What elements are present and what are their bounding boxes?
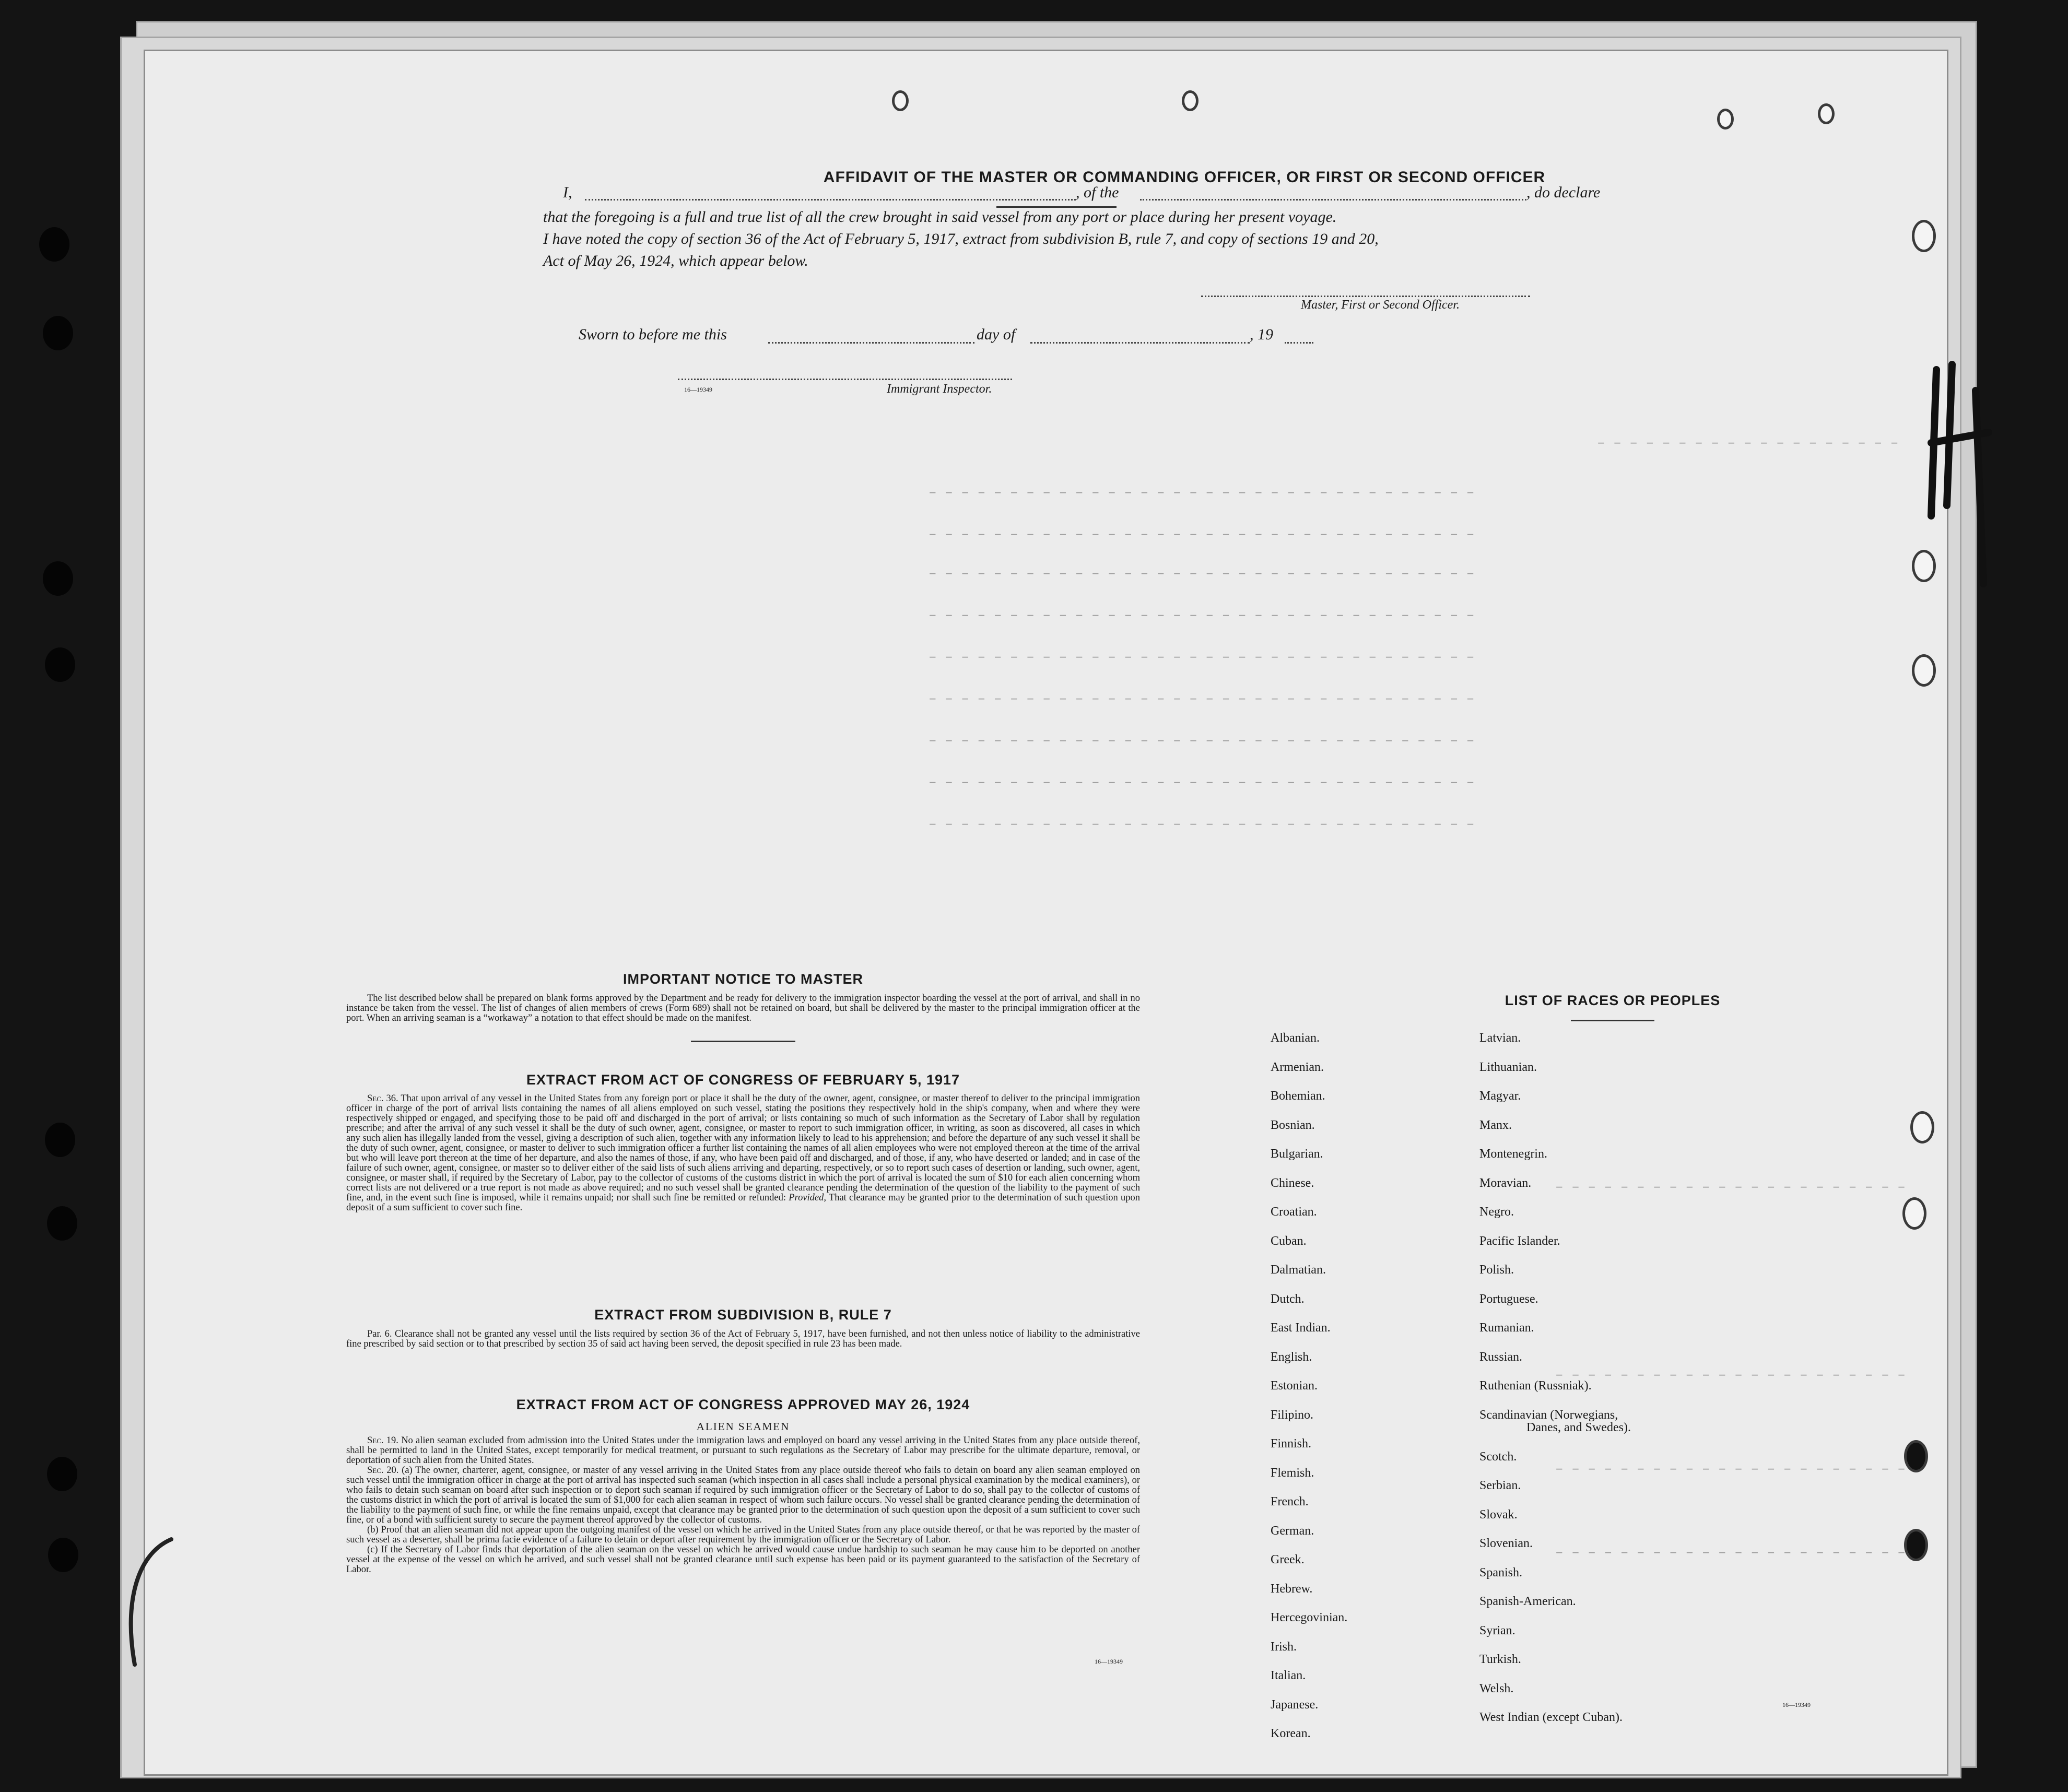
extract-rule7-title: EXTRACT FROM SUBDIVISION B, RULE 7	[594, 1307, 892, 1323]
punch-hole	[43, 561, 73, 596]
sworn-month-blank[interactable]	[1030, 342, 1250, 344]
race-item: Chinese.	[1271, 1176, 1314, 1190]
race-item: Japanese.	[1271, 1697, 1319, 1712]
declaration-declare: , do declare	[1526, 184, 1601, 201]
extract-1924-text	[346, 1436, 1140, 1575]
inspector-label: Immigrant Inspector.	[887, 382, 992, 396]
alien-seamen-subtitle: ALIEN SEAMEN	[696, 1420, 790, 1433]
race-item: Hebrew.	[1271, 1582, 1313, 1596]
race-item: Italian.	[1271, 1669, 1306, 1682]
race-item: Syrian.	[1479, 1623, 1515, 1637]
race-item: Ruthenian (Russniak).	[1479, 1379, 1592, 1393]
race-item: Irish.	[1271, 1640, 1297, 1654]
race-item: Rumanian.	[1479, 1321, 1534, 1335]
sec-19-body: No alien seaman excluded from admission into the United States under the immigration laws and employed on board any vessel arriving in the United States from any place outside thereof, shall be permitted to land in the United States, except temporarily for medical treatment, or pursuant to such regulations as the Secretary of Labor may prescribe for the ultimate departure, removal, or deportation of such alien from the United States.	[346, 1435, 1141, 1466]
reinforced-hole	[1904, 1440, 1928, 1472]
race-item: Russian.	[1479, 1350, 1523, 1364]
race-item: Scotch.	[1479, 1449, 1517, 1464]
affidavit-title: AFFIDAVIT OF THE MASTER OR COMMANDING OFFICER, OR FIRST OR SECOND OFFICER	[823, 169, 1546, 186]
punch-hole	[45, 647, 75, 682]
race-item: Flemish.	[1271, 1466, 1314, 1480]
reinforced-hole	[1902, 1197, 1926, 1230]
extract-1917-title: EXTRACT FROM ACT OF CONGRESS OF FEBRUARY 5, 1917	[526, 1072, 960, 1088]
reinforced-hole	[1182, 90, 1198, 111]
race-item: French.	[1271, 1495, 1309, 1508]
sec-20-label: Sec. 20.	[367, 1465, 399, 1476]
race-item: Armenian.	[1271, 1060, 1324, 1074]
declaration-of-the: , of the	[1076, 184, 1119, 201]
extract-rule7-text: Par. 6. Clearance shall not be granted any vessel until the lists required by section 36 of the Act of February 5, 1917, have been furnished, and not then unless notice of liability to the administrative fine prescribed by said section or to that prescribed by section 35 of said act having been served, the deposit specified in rule 23 has been made.	[346, 1329, 1140, 1349]
race-item: German.	[1271, 1524, 1314, 1538]
race-item: Cuban.	[1271, 1234, 1307, 1248]
reinforced-hole	[1910, 1111, 1934, 1143]
race-item: Estonian.	[1271, 1379, 1318, 1393]
notice-title: IMPORTANT NOTICE TO MASTER	[623, 971, 863, 987]
race-item: Pacific Islander.	[1479, 1234, 1560, 1248]
race-item: Turkish.	[1479, 1653, 1521, 1667]
race-item: Lithuanian.	[1479, 1060, 1537, 1074]
punch-hole	[45, 1123, 75, 1157]
sworn-day-blank[interactable]	[768, 342, 974, 344]
form-number: 16—19349	[1095, 1658, 1123, 1665]
race-item: Filipino.	[1271, 1408, 1314, 1422]
reinforced-hole	[1912, 654, 1936, 687]
extract-1924-title: EXTRACT FROM ACT OF CONGRESS APPROVED MAY 26, 1924	[516, 1397, 970, 1412]
race-item: Finnish.	[1271, 1437, 1312, 1451]
race-item: Scandinavian (Norwegians,	[1479, 1408, 1618, 1422]
vessel-blank[interactable]	[1140, 199, 1526, 201]
master-label: Master, First or Second Officer.	[1301, 298, 1460, 312]
pencil-mark	[114, 1534, 177, 1680]
document-page: – – – – – – – – – – – – – – – – – – – – – – – – – – – – – – – – – – – – – – – – – – – – – – – – – – – – – – – – – – – – – – – – – – – – – – – – – – – – – – – – – – – – – – – – – – – – – – – – – – – – – – – – – – – – – – – – – – – – – – – – – – – – – – – – – – – – – – – – – – – – – – – – – – – – – – – – – – – – – – – – – – – – – – – – – – – – – – – – – – – – – – – – – – – – – – – – – – – – – – – – – – – – – – – – – – – – – – – – – – – – – – – – – – – – – – – – – – – – – – – – – – – – – – – – – – – – – – – – – – – – – – – – – – – – – – – – – – – – – – – – – – – – – – – – – – – – – – – – – – – – – – – – – – – – – – – – – – – – – – – – – – – – – – – – – – – – – – – – – – – – – – – – – – – – – – – – – – – – – – – – – – – – – – – – – – – – – – – – – – – – – – – – – – – – – – – – – – – – – – – – – – – – – – – – – – – – – AFFIDAVIT OF THE MASTER OR COMMANDING OFFICER, OR FIRST OR SECOND OFFICER I, , of the , do declare that the foregoing is a full and true list of all the crew brought in said vessel from any port or place during her present voyage. I have noted the copy of section 36 of the Act of February 5, 1917, extract from subdivision B, rule 7, and copy of sections 19 and 20, Act of May 26, 1924, which appear below. Master, First or Second Officer. Sworn to before me this day of , 19 16—19349 Immigrant Inspector. IMPORTANT NOTICE TO MASTER The list described below shall be prepared on blank forms approved by the Department and be ready for delivery to the immigration inspector boarding the vessel at the port of arrival, and shall in no instance be taken from the vessel. The list of changes of alien members of crews (Form 689) shall not be retained on board, but shall be delivered by the master to the principal immigration officer at the port. When an arriving seaman is a “workaway” a notation to that effect should be made on the manifest. EXTRACT FROM ACT OF CONGRESS OF FEBRUARY 5, 1917 Sec. 36. That upon arrival of any vessel in the United States from any foreign port or place it shall be the duty of the owner, agent, consignee, or master thereof to deliver to the principal immigration officer in charge of the port of arrival lists containing the names of all aliens employed on such vessel, stating the positions they respectively hold in the ship's company, when and where they were respectively shipped or engaged, and specifying those to be paid off and discharged in the port of arrival; or lists containing so much of such information as the Secretary of Labor shall by regulation prescribe; and after the arrival of any such vessel it shall be the duty of such owner, agent, consignee, or master to report to such immigration officer, in writing, as soon as discovered, all cases in which any such alien has illegally landed from the vessel, giving a description of such alien, together with any information likely to lead to his apprehension; and before the departure of any such vessel it shall be the duty of such owner, agent, consignee, or master to deliver to such immigration officer a further list containing the names of all alien employees who were not employed thereon at the time of the arrival but who will leave port thereon at the time of her departure, and also the names of those, if any, who have been paid off and discharged, and of those, if any, who have deserted or landed; and in case of the failure of such owner, agent, consignee, or master so to deliver either of the said lists of such aliens arriving and departing, respectively, or so to report such cases of desertion or landing, such owner, agent, consignee, or master shall, if required by the Secretary of Labor, pay to the collector of customs of the customs district in which the port of arrival is located the sum of $10 for each alien concerning whom correct lists are not delivered or a true report is not made as above required; and no such vessel shall be granted clearance pending the determination of the question of the liability to the payment of such fine, and, in the event such fine is imposed, while it remains unpaid; nor shall such fine be remitted or refunded: Provided, That clearance may be granted prior to the determination of such question upon deposit of a sum sufficient to cover such fine. EXTRACT FROM SUBDIVISION B, RULE 7 Par. 6. Clearance shall not be granted any vessel until the lists required by section 36 of the Act of February 5, 1917, have been furnished, and not then unless notice of liability to the administrative fine prescribed by said section or to that prescribed by section 35 of said act having been served, the deposit specified in rule 23 has been made. EXTRACT FROM ACT OF CONGRESS APPROVED MAY 26, 1924 ALIEN SEAMEN Sec. 19. No alien seaman excluded from admission into the United States under the immigration laws and employed on board any vessel arriving in the United States from any place outside thereof, shall be permitted to land in the United States, except temporarily for medical treatment, or pursuant to such regulations as the Secretary of Labor may prescribe for the ultimate departure, removal, or deportation of such alien from the United States. Sec. 20. (a) The owner, charterer, agent, consignee, or master of any vessel arriving in the United States from any place outside thereof who fails to detain on board any alien seaman employed on such vessel until the immigration officer in charge at the port of arrival has inspected such seaman (which inspection in all cases shall include a personal physical examination by the medical examiners), or who fails to detain such seaman on board after such inspection or to deport such seaman if required by such immigration officer or the Secretary of Labor to do so, shall pay to the collector of customs of the customs district in which the port of arrival is located the sum of $1,000 for each alien seaman in respect of whom such failure occurs. No vessel shall be granted clearance pending the determination of the liability to the payment of such fine, or while the fine remains unpaid, except that clearance may be granted prior to the determination of such question upon the deposit of a sum sufficient to cover such fine, or of a bond with sufficient surety to secure the payment thereof approved by the collector of customs. (b) Proof that an alien seaman did not appear upon the outgoing manifest of the vessel on which he arrived in the United States from any place outside thereof, or that he was reported by the master of such vessel as a deserter, shall be prima facie evidence of a failure to detain or deport after requirement by the immigration officer or the Secretary of Labor. (c) If the Secretary of Labor finds that deportation of the alien seaman on the vessel on which he arrived would cause undue hardship to such seaman he may cause him to be deported on another vessel at the expense of the vessel on which he arrived, and such vessel shall not be granted clearance until such expense has been paid or its payment guaranteed to the satisfaction of the Secretary of Labor. 16—19349 LIST OF RACES OR PEOPLES 16—19349 Albanian. Armenian. Bohemian. Bosnian. Bulgarian. Chinese. Croatian. Cuban. Dalmatian. Dutch. East Indian. English. Estonian. Filipino. Finnish. Flemish. French. German. Greek. Hebrew. Hercegovinian. Irish. Italian. Japanese. Korean. Latvian. Lithuanian. Magyar. Manx. Montenegrin. Moravian. Negro. Pacific Islander. Polish. Portuguese. Rumanian. Russian. Ruthenian (Russniak). Scandinavian (Norwegians, Danes, and Swedes). Scotch. Serbian. Slovak. Slovenian. Spanish. Spanish-American. Syrian. Turkish. Welsh. West Indian (except Cuban).	[144, 50, 1948, 1776]
notice-text: The list described below shall be prepared on blank forms approved by the Department and be ready for delivery to the immigration inspector boarding the vessel at the port of arrival, and shall in no instance be taken from the vessel. The list of changes of alien members of crews (Form 689) shall not be retained on board, but shall be delivered by the master to the principal immigration officer at the port. When an arriving seaman is a “workaway” a notation to that effect should be made on the manifest.	[346, 993, 1140, 1023]
race-item: Bosnian.	[1271, 1118, 1315, 1132]
sworn-year-blank[interactable]	[1285, 342, 1313, 344]
race-item: Magyar.	[1479, 1089, 1521, 1103]
race-item: Spanish-American.	[1479, 1595, 1576, 1609]
sworn-year: , 19	[1250, 326, 1273, 343]
race-item: Negro.	[1479, 1205, 1514, 1219]
race-item: Serbian.	[1479, 1479, 1521, 1493]
declaration-line-3: I have noted the copy of section 36 of the Act of February 5, 1917, extract from subdivision B, rule 7, and copy of sections 19 and 20,	[543, 230, 1379, 247]
race-item: Croatian.	[1271, 1205, 1317, 1219]
reinforced-hole	[1912, 220, 1936, 252]
race-item: Slovenian.	[1479, 1537, 1533, 1551]
reinforced-hole	[1818, 103, 1835, 124]
race-item: Korean.	[1271, 1727, 1311, 1740]
declaration-line-2: that the foregoing is a full and true list of all the crew brought in said vessel from any port or place during her present voyage.	[543, 208, 1337, 226]
race-item: Bohemian.	[1271, 1089, 1325, 1103]
proviso-text: That clearance may be granted prior to the determination of such question upon deposit of a sum sufficient to cover such fine.	[346, 1193, 1141, 1213]
race-item: Dalmatian.	[1271, 1263, 1326, 1277]
name-blank[interactable]	[585, 199, 1076, 201]
sec-20b-body: (b) Proof that an alien seaman did not appear upon the outgoing manifest of the vessel on which he arrived in the United States from any place outside thereof, or that he was reported by the master of such vessel as a deserter, shall be prima facie evidence of a failure to detain or deport after requirement by the immigration officer or the Secretary of Labor.	[346, 1525, 1140, 1545]
sec-20c-body: (c) If the Secretary of Labor finds that deportation of the alien seaman on the vessel on which he arrived would cause undue hardship to such seaman he may cause him to be deported on another vessel at the expense of the vessel on which he arrived, and such vessel shall not be granted clearance until such expense has been paid or its payment guaranteed to the satisfaction of the Secretary of Labor.	[346, 1545, 1140, 1575]
punch-hole	[39, 227, 69, 262]
races-rule	[1571, 1020, 1654, 1021]
declaration-line-4: Act of May 26, 1924, which appear below.	[543, 252, 808, 269]
sec-36-body: That upon arrival of any vessel in the United States from any foreign port or place it shall be the duty of the owner, agent, consignee, or master thereof to deliver to the principal immigration officer in charge of the port of arrival lists containing the names of all aliens employed on such vessel, stating the positions they respectively hold in the ship's company, when and where they were respectively shipped or engaged, and specifying those to be paid off and discharged in the port of arrival; or lists containing so much of such information as the Secretary of Labor shall by regulation prescribe; and after the arrival of any such vessel it shall be the duty of such owner, agent, consignee, or master to report to such immigration officer, in writing, as soon as discovered, all cases in which any such alien has illegally landed from the vessel, giving a description of such alien, together with any information likely to lead to his apprehension; and before the departure of any such vessel it shall be the duty of such owner, agent, consignee, or master to deliver to such immigration officer a further list containing the names of all alien employees who were not employed thereon at the time of the arrival but who will leave port thereon at the time of her departure, and also the names of those, if any, who have been paid off and discharged, and of those, if any, who have deserted or landed; and in case of the failure of such owner, agent, consignee, or master so to deliver either of the said lists of such aliens arriving and departing, respectively, or so to report such cases of desertion or landing, such owner, agent, consignee, or master shall, if required by the Secretary of Labor, pay to the collector of customs of the customs district in which the port of arrival is located the sum of $10 for each alien concerning whom correct lists are not delivered or a true report is not made as above required; and no such vessel shall be granted clearance pending the determination of the question of the liability to the payment of such fine, and, in the event such fine is imposed, while it remains unpaid; nor shall such fine be remitted or refunded:	[346, 1093, 1140, 1203]
race-item: Dutch.	[1271, 1292, 1305, 1306]
race-item: English.	[1271, 1350, 1312, 1364]
sworn-prefix: Sworn to before me this	[579, 326, 727, 343]
race-item: Bulgarian.	[1271, 1147, 1323, 1161]
declaration-line-1	[563, 182, 572, 204]
race-item: Polish.	[1479, 1263, 1514, 1277]
extract-1917-text	[346, 1094, 1140, 1213]
inspector-signature-line[interactable]	[678, 379, 1012, 380]
punch-hole	[48, 1538, 78, 1572]
punch-hole	[43, 316, 73, 350]
sec-36-label: Sec. 36.	[367, 1093, 398, 1104]
reinforced-hole	[892, 90, 909, 111]
race-item: Montenegrin.	[1479, 1147, 1547, 1161]
master-signature-line[interactable]	[1201, 296, 1530, 297]
race-item: Latvian.	[1479, 1031, 1521, 1045]
reinforced-hole	[1904, 1529, 1928, 1561]
race-item: Moravian.	[1479, 1176, 1532, 1190]
race-item: West Indian (except Cuban).	[1479, 1711, 1623, 1725]
race-item: Hercegovinian.	[1271, 1611, 1348, 1624]
race-item: Manx.	[1479, 1118, 1512, 1132]
punch-hole	[47, 1206, 77, 1241]
sec-20a-body: (a) The owner, charterer, agent, consignee, or master of any vessel arriving in the United States from any place outside thereof who fails to detain on board any alien seaman employed on such vessel until the immigration officer in charge at the port of arrival has inspected such seaman (which inspection in all cases shall include a personal physical examination by the medical examiners), or who fails to detain such seaman on board after such inspection or to deport such seaman if required by such immigration officer or the Secretary of Labor to do so, shall pay to the collector of customs of the customs district in which the port of arrival is located the sum of $1,000 for each alien seaman in respect of whom such failure occurs. No vessel shall be granted clearance pending the determination of the liability to the payment of such fine, or while the fine remains unpaid, except that clearance may be granted prior to the determination of such question upon the deposit of a sum sufficient to cover such fine, or of a bond with sufficient surety to secure the payment thereof approved by the collector of customs.	[346, 1465, 1140, 1525]
pencil-mark	[1926, 359, 1994, 589]
race-item: Albanian.	[1271, 1031, 1320, 1045]
races-title: LIST OF RACES OR PEOPLES	[1505, 993, 1721, 1008]
race-item: Spanish.	[1479, 1565, 1523, 1579]
race-item: Portuguese.	[1479, 1292, 1538, 1306]
proviso-label: Provided,	[789, 1193, 827, 1203]
race-item: Greek.	[1271, 1553, 1305, 1566]
sec-19-label: Sec. 19.	[367, 1435, 398, 1446]
notice-rule	[691, 1041, 795, 1042]
race-item: Slovak.	[1479, 1507, 1518, 1522]
race-item: Danes, and Swedes).	[1526, 1421, 1631, 1435]
reinforced-hole	[1717, 109, 1734, 129]
form-number: 16—19349	[1782, 1701, 1811, 1708]
declaration-i: I,	[563, 184, 572, 201]
sworn-day-of: day of	[977, 326, 1016, 343]
punch-hole	[47, 1457, 77, 1491]
race-item: East Indian.	[1271, 1321, 1331, 1335]
form-number: 16—19349	[684, 386, 712, 393]
race-item: Welsh.	[1479, 1681, 1514, 1695]
